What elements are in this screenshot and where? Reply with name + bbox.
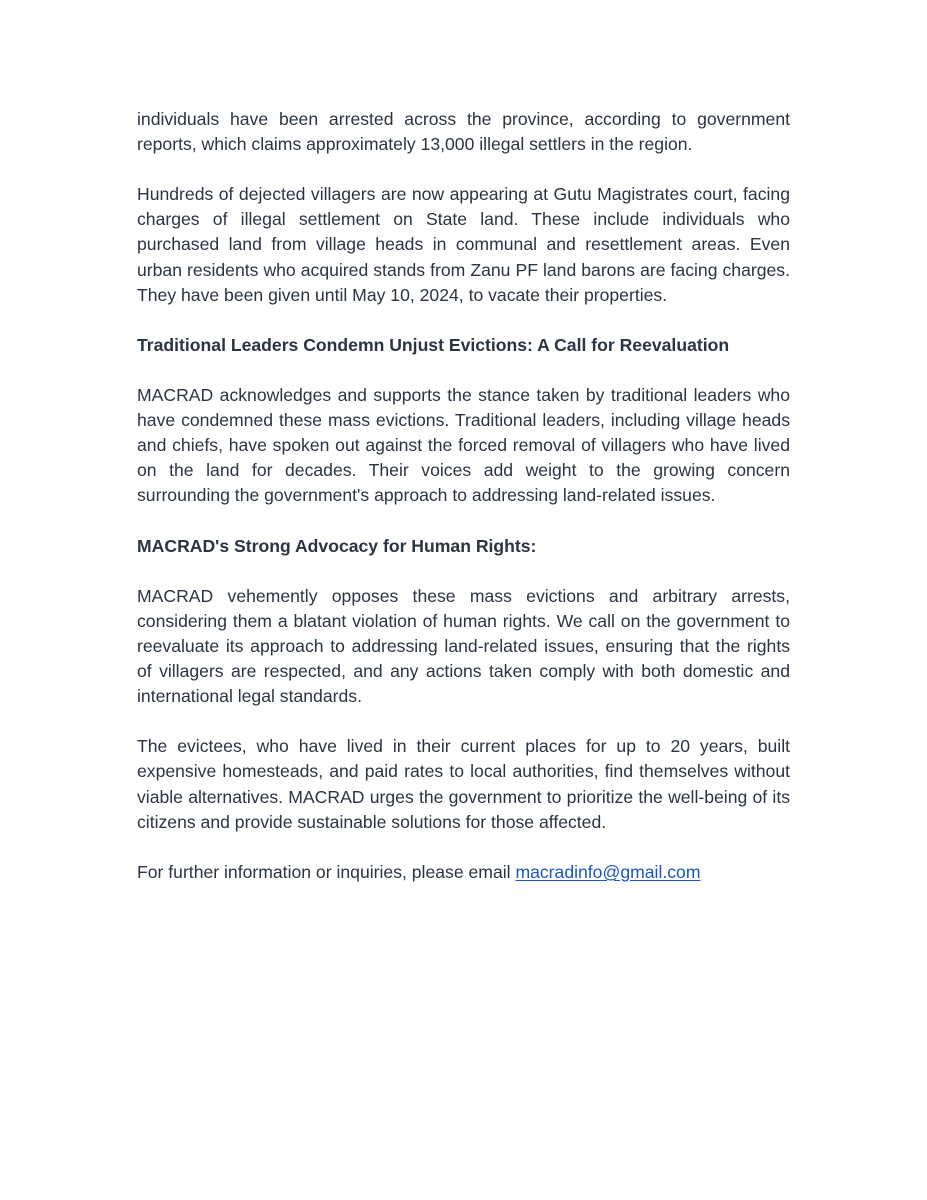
contact-line — [137, 860, 790, 885]
section-heading-traditional-leaders: Traditional Leaders Condemn Unjust Evictions: A Call for Reevaluation — [137, 334, 730, 355]
section-heading-human-rights: MACRAD's Strong Advocacy for Human Rights: — [137, 535, 537, 556]
document-page — [137, 107, 790, 910]
paragraph-court-charges: Hundreds of dejected villagers are now appearing at Gutu Magistrates court, facing charges of illegal settlement on State land. These include individuals who purchased land from village heads in communal and resettlement areas. Even urban residents who acquired stands from Zanu PF land barons are facing charges. They have been given until May 10, 2024, to vacate their properties. — [137, 184, 790, 305]
paragraph-arrests: individuals have been arrested across the province, according to government reports, which claims approximately 13,000 illegal settlers in the region. — [137, 109, 790, 155]
paragraph-traditional-leaders: MACRAD acknowledges and supports the stance taken by traditional leaders who have condemned these mass evictions. Traditional leaders, including village heads and chiefs, have spoken out against the forced removal of villagers who have lived on the land for decades. Their voices add weight to the growing concern surrounding the government's approach to addressing land-related issues. — [137, 385, 790, 506]
email-link[interactable]: macradinfo@gmail.com — [515, 861, 701, 882]
paragraph-evictees: The evictees, who have lived in their current places for up to 20 years, built expensive homesteads, and paid rates to local authorities, find themselves without viable alternatives. MACRAD urges the government to prioritize the well-being of its citizens and provide sustainable solutions for those affected. — [137, 736, 790, 832]
contact-text: For further information or inquiries, please email — [137, 861, 511, 882]
paragraph-opposition: MACRAD vehemently opposes these mass evictions and arbitrary arrests, considering them a blatant violation of human rights. We call on the government to reevaluate its approach to addressing land-related issues, ensuring that the rights of villagers are respected, and any actions taken comply with both domestic and international legal standards. — [137, 585, 790, 707]
